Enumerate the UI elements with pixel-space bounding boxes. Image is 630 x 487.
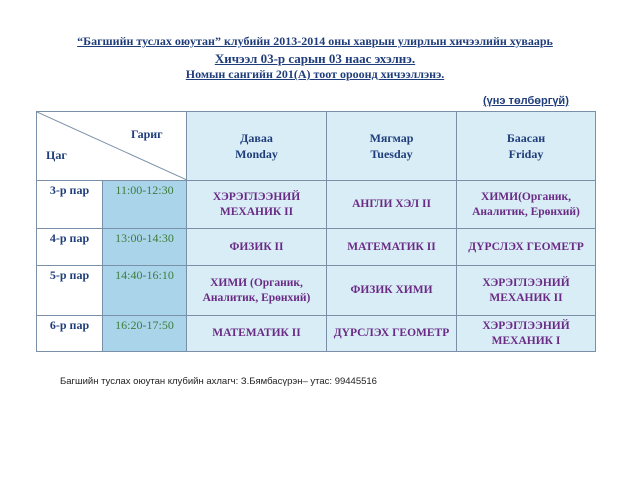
subject-cell: ХЭРЭГЛЭЭНИЙ МЕХАНИК II (457, 266, 596, 316)
subject-cell: ХИМИ(Органик, Аналитик, Ерөнхий) (457, 181, 596, 229)
subject-cell: ХИМИ (Органик, Аналитик, Ерөнхий) (187, 266, 327, 316)
corner-label-time: Цаг (46, 148, 67, 162)
corner-label-weekday: Гариг (131, 127, 163, 141)
day-name: Баасан (506, 131, 546, 145)
table-header-row (37, 112, 596, 181)
subject-cell: ХЭРЭГЛЭЭНИЙ МЕХАНИК I (457, 316, 596, 352)
subject-cell: ДҮРСЛЭХ ГЕОМЕТР (327, 316, 457, 352)
table-row (37, 229, 596, 266)
time-slot: 11:00-12:30 (103, 181, 187, 229)
diagonal-divider (37, 112, 187, 180)
day-header-monday (187, 112, 327, 181)
day-name-en: Tuesday (370, 147, 413, 161)
subject-cell: МАТЕМАТИК II (327, 229, 457, 266)
table-row (37, 316, 596, 352)
day-header-tuesday (327, 112, 457, 181)
subject-cell: МАТЕМАТИК II (187, 316, 327, 352)
subject-cell: ФИЗИК II (187, 229, 327, 266)
day-name-en: Friday (508, 147, 544, 161)
day-header-friday (457, 112, 596, 181)
table-row (37, 266, 596, 316)
subject-cell: ДҮРСЛЭХ ГЕОМЕТР (457, 229, 596, 266)
corner-header-cell (37, 112, 187, 181)
time-slot: 16:20-17:50 (103, 316, 187, 352)
schedule-table (36, 111, 596, 352)
title-line-1: “Багшийн туслах оюутан” клубийн 2013-2014 оны хаврын улирлын хичээлийн хуваарь (77, 34, 553, 48)
day-name: Даваа (240, 131, 273, 145)
day-name: Мягмар (369, 131, 414, 145)
time-slot: 14:40-16:10 (103, 266, 187, 316)
title-line-2: Хичээл 03-р сарын 03 наас эхэлнэ. (214, 51, 416, 66)
subject-cell: ХЭРЭГЛЭЭНИЙ МЕХАНИК II (187, 181, 327, 229)
pair-label: 3-р пар (37, 181, 103, 229)
pair-label: 6-р пар (37, 316, 103, 352)
table-row (37, 181, 596, 229)
pair-label: 4-р пар (37, 229, 103, 266)
time-slot: 13:00-14:30 (103, 229, 187, 266)
subject-cell: ФИЗИК ХИМИ (327, 266, 457, 316)
pair-label: 5-р пар (37, 266, 103, 316)
day-name-en: Monday (235, 147, 278, 161)
free-of-charge-note: (үнэ төлбөргүй) (483, 95, 569, 107)
club-leader-contact: Багшийн туслах оюутан клубийн ахлагч: З.Бямбасүрэн– утас: 99445516 (60, 376, 377, 387)
title-line-3: Номын сангийн 201(А) тоот ороонд хичээллэнэ. (185, 67, 445, 81)
subject-cell: АНГЛИ ХЭЛ II (327, 181, 457, 229)
